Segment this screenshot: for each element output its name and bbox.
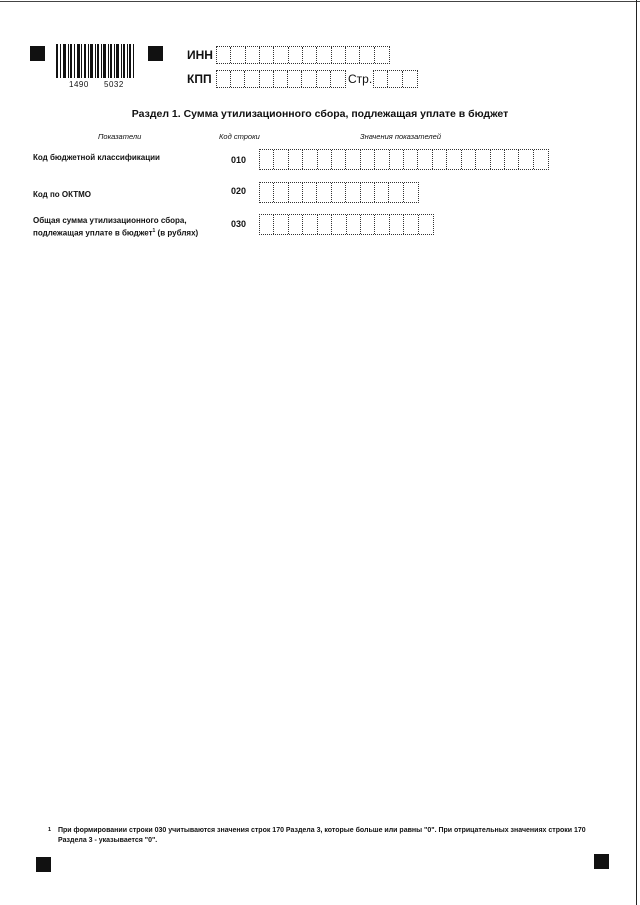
page-number-field[interactable]	[373, 70, 418, 88]
barcode-number-right: 5032	[104, 80, 124, 89]
scan-top-edge	[0, 1, 640, 2]
row-030-label-line1: Общая сумма утилизационного сбора,	[33, 216, 187, 225]
bottom-right-marker	[594, 854, 609, 869]
scan-right-edge	[636, 0, 637, 905]
row-030-code: 030	[231, 219, 247, 229]
footnote-reference: 1	[152, 228, 156, 234]
barcode-number-left: 1490	[69, 80, 89, 89]
top-left-marker	[30, 46, 45, 61]
footnote	[48, 826, 598, 846]
kpp-label: КПП	[187, 72, 212, 86]
bottom-left-marker	[36, 857, 51, 872]
inn-label: ИНН	[187, 48, 213, 62]
column-header-line-code: Код строки	[219, 132, 260, 141]
kpp-field[interactable]	[216, 70, 346, 88]
column-header-indicators: Показатели	[98, 132, 142, 141]
kbk-field[interactable]	[259, 149, 549, 170]
footnote-text: При формировании строки 030 учитываются значения строк 170 Раздела 3, которые больше или равны "0". При отрицательных значениях строки 170 Раздела 3 - указывается "0".	[58, 827, 586, 844]
inn-field[interactable]	[216, 46, 390, 64]
oktmo-field[interactable]	[259, 182, 419, 203]
barcode-image	[56, 44, 134, 78]
row-020-code: 020	[231, 186, 247, 196]
section-title: Раздел 1. Сумма утилизационного сбора, подлежащая уплате в бюджет	[131, 108, 509, 120]
row-010-label: Код бюджетной классификации	[33, 153, 160, 162]
row-030-label-line2: подлежащая уплате в бюджет	[33, 228, 153, 238]
top-right-marker	[148, 46, 163, 61]
page-label: Стр.	[348, 72, 373, 86]
footnote-marker: 1	[48, 827, 52, 833]
row-010-code: 010	[231, 155, 247, 165]
row-030-label	[33, 216, 198, 239]
row-020-label: Код по ОКТМО	[33, 190, 91, 199]
column-header-values: Значения показателей	[360, 132, 442, 141]
total-sum-field[interactable]	[259, 214, 434, 235]
row-030-label-suffix: (в рублях)	[155, 228, 199, 238]
